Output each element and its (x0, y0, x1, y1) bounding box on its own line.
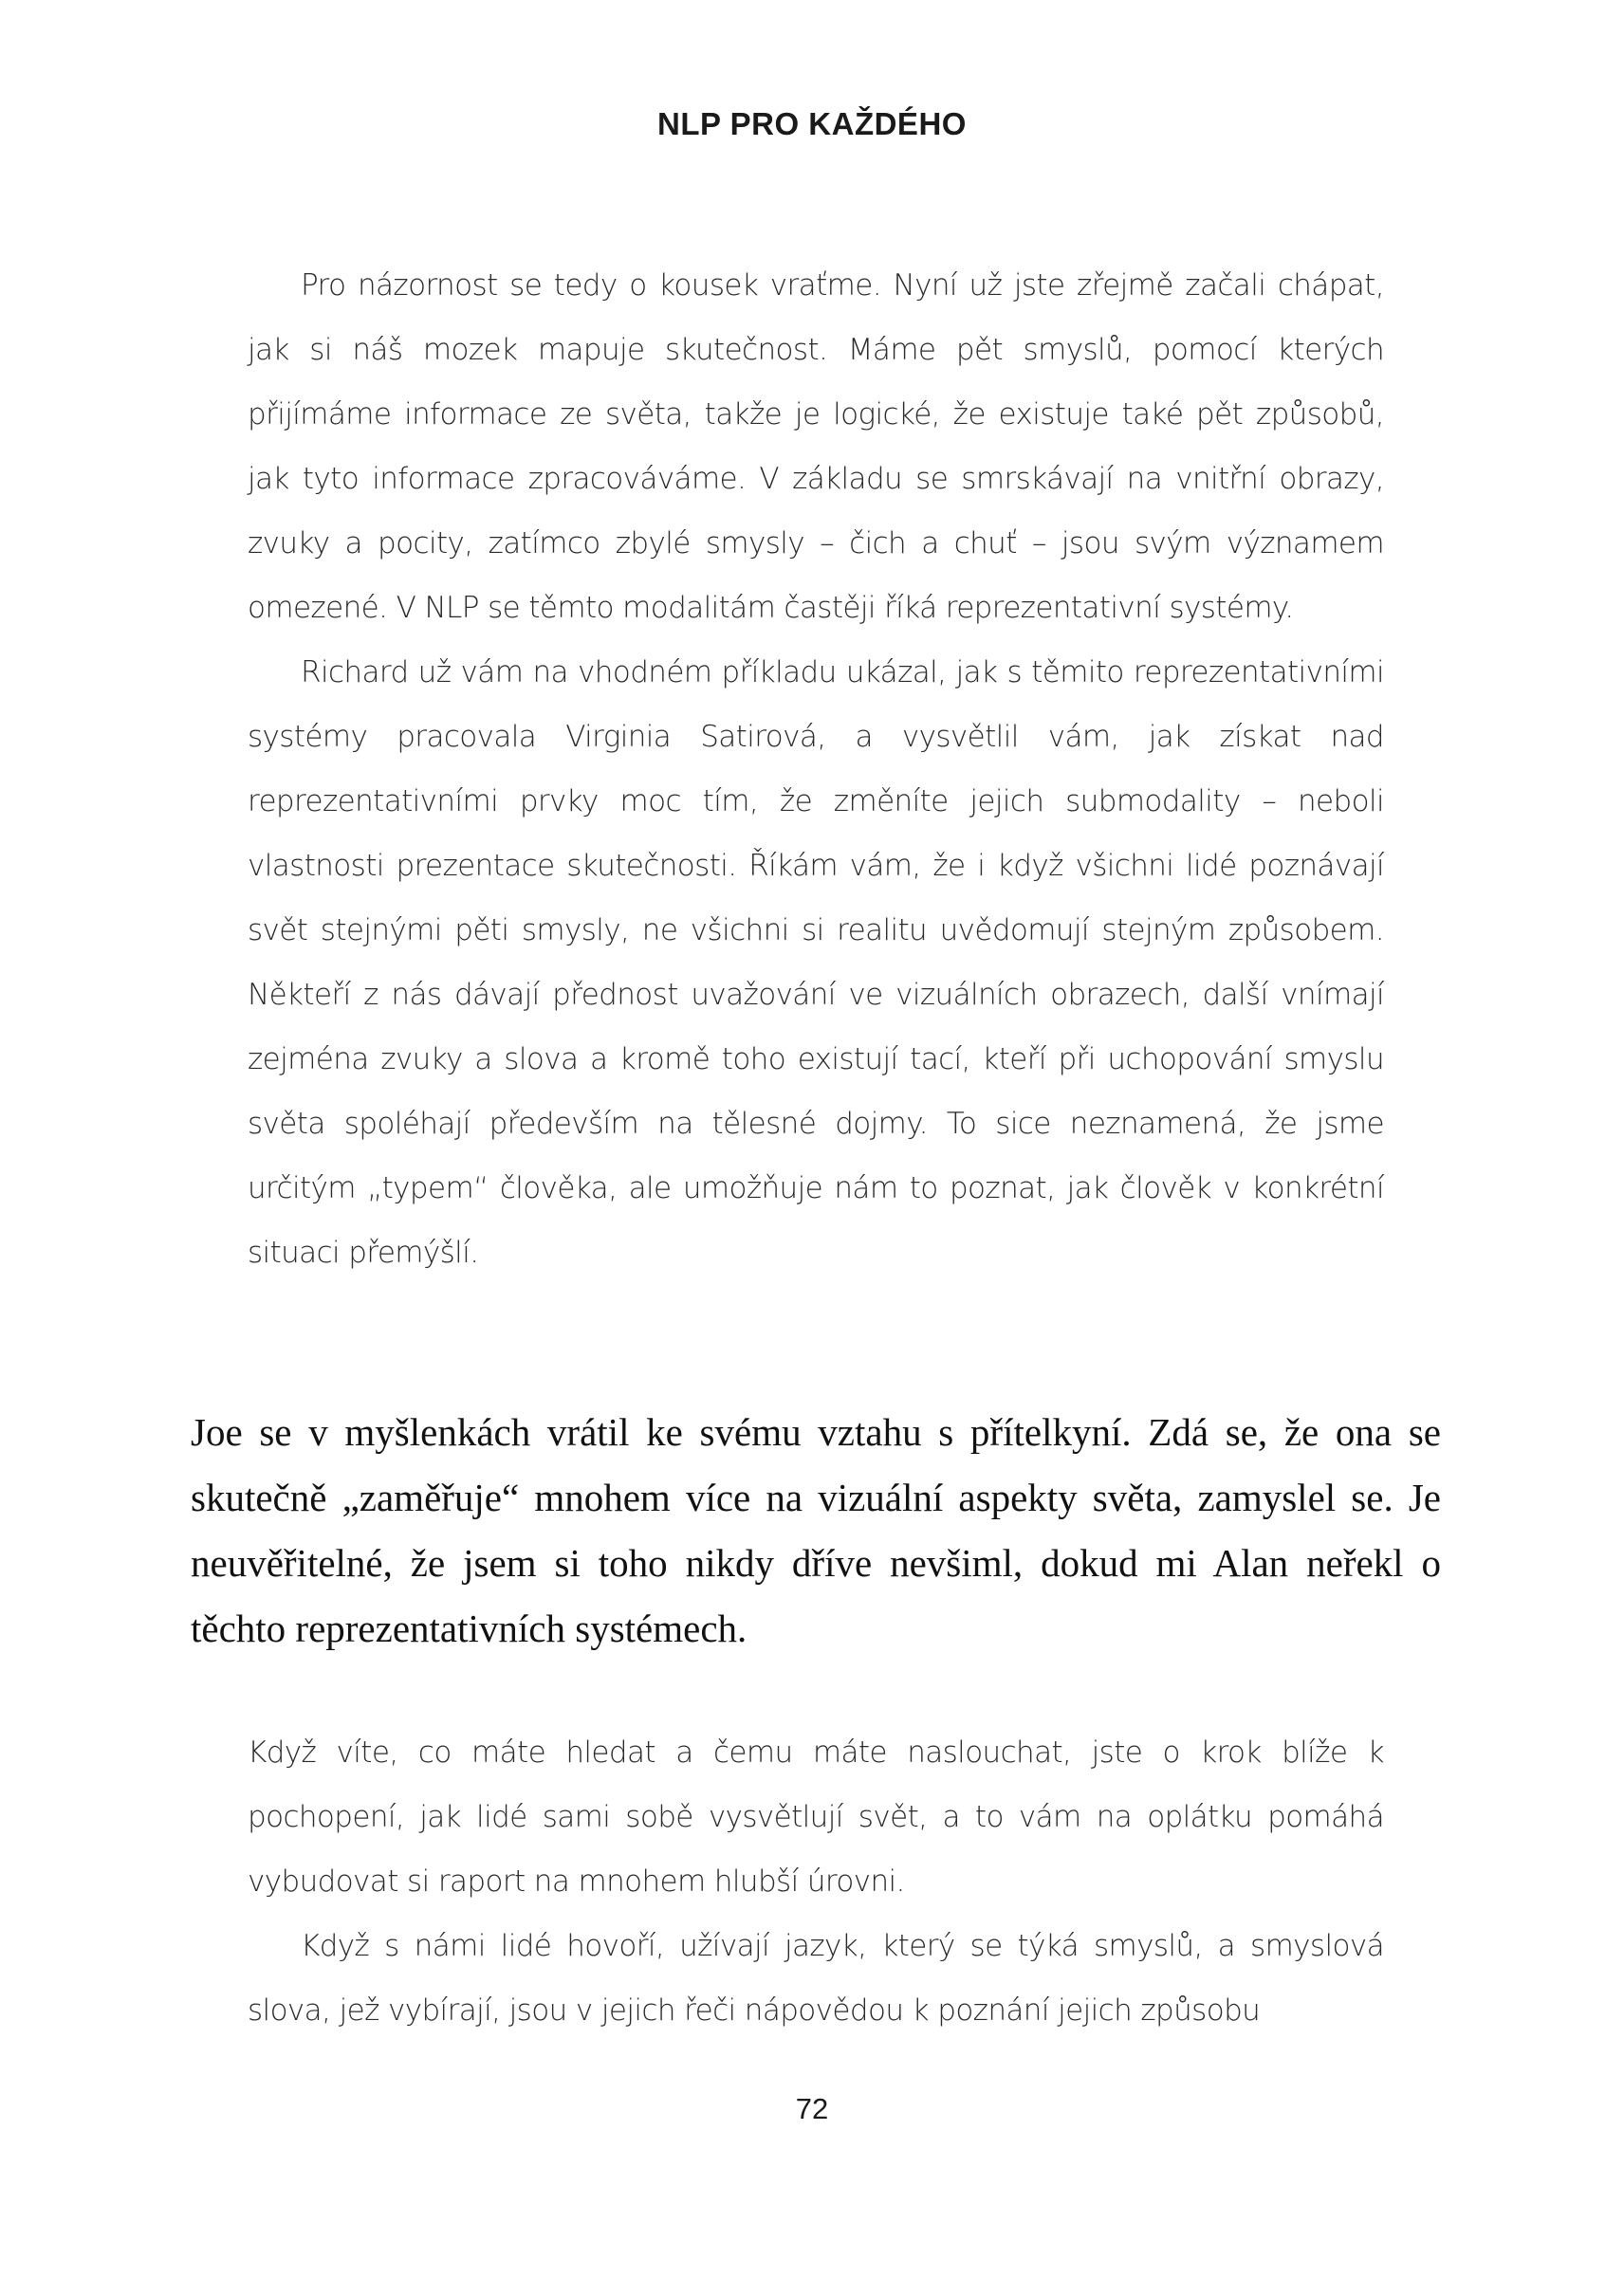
narrative-paragraph: Joe se v myšlenkách vrátil ke svému vztahu s přítelkyní. Zdá se, že ona se skutečně „zaměřuje“ mnohem více na vizuální aspekty světa, zamyslel se. Je neuvěřitelné, že jsem si toho nikdy dříve nevšiml, dokud mi Alan neřekl o těchto reprezentativních systémech. (191, 1410, 1441, 1650)
narrative-block (191, 1400, 1441, 1662)
section-2 (248, 1720, 1384, 2043)
running-title: NLP PRO KAŽDÉHO (657, 106, 967, 141)
paragraph-1: Pro názornost se tedy o kousek vraťme. Nyní už jste zřejmě začali chápat, jak si náš mozek mapuje skutečnost. Máme pět smyslů, pomocí kterých přijímáme informace ze světa, takže je logické, že existuje také pět způsobů, jak tyto informace zpracováváme. V základu se smrskávají na vnitřní obrazy, zvuky a pocity, zatímco zbylé smysly – čich a chuť – jsou svým významem omezené. V NLP se těmto modalitám častěji říká reprezentativní systémy. (248, 268, 1384, 625)
paragraph-2: Richard už vám na vhodném příkladu ukázal, jak s těmito reprezentativními systémy pracovala Virginia Satirová, a vysvětlil vám, jak získat nad reprezentativními prvky moc tím, že změníte jejich submodality – neboli vlastnosti prezentace skutečnosti. Říkám vám, že i když všichni lidé poznávají svět stejnými pěti smysly, ne všichni si realitu uvědomují stejným způsobem. Někteří z nás dávají přednost uvažování ve vizuálních obrazech, další vnímají zejména zvuky a slova a kromě toho existují tací, kteří při uchopování smyslu světa spoléhají především na tělesné dojmy. To sice neznamená, že jsme určitým „typem“ člověka, ale umožňuje nám to poznat, jak člověk v konkrétní situaci přemýšlí. (248, 655, 1384, 1270)
page-number: 72 (795, 2092, 829, 2125)
section-1 (248, 253, 1384, 1285)
paragraph-4: Když s námi lidé hovoří, užívají jazyk, který se týká smyslů, a smyslová slova, jež vybírají, jsou v jejich řeči nápovědou k poznání jejich způsobu (248, 1929, 1384, 2028)
paragraph-3: Když víte, co máte hledat a čemu máte naslouchat, jste o krok blíže k pochopení, jak lidé sami sobě vysvětlují svět, a to vám na oplátku pomáhá vybudovat si raport na mnohem hlubší úrovni. (248, 1736, 1384, 1899)
